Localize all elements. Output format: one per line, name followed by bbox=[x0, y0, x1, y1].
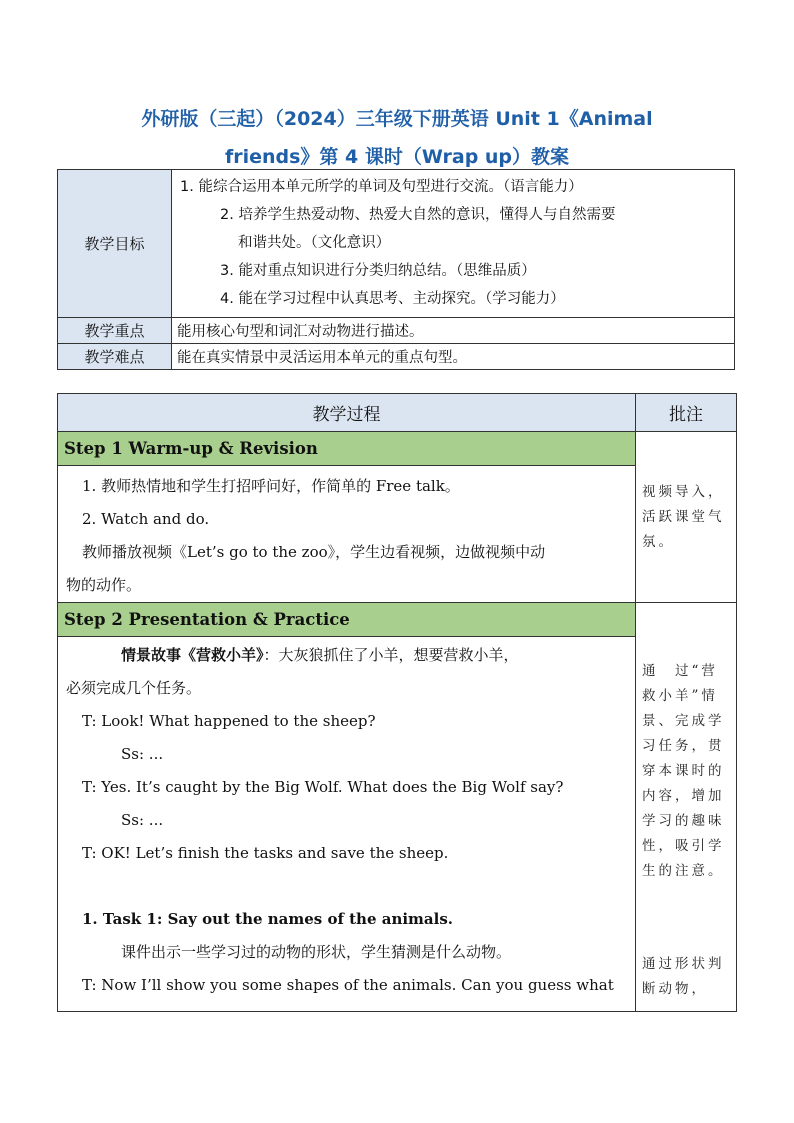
objective-item: 2. 培养学生热爱动物、热爱大自然的意识，懂得人与自然需要 bbox=[220, 207, 616, 223]
step1-note-text: 视频导入，活跃课堂气氛。 bbox=[642, 484, 725, 550]
story-text: ：大灰狼抓住了小羊，想要营救小羊， bbox=[263, 646, 519, 664]
step2-note-2: 通过形状判断动物， bbox=[642, 956, 725, 997]
step2-content bbox=[58, 637, 636, 1012]
dialogue-line: T: OK! Let’s finish the tasks and save the sheep. bbox=[82, 844, 449, 862]
objective-item: 和谐共处。（文化意识） bbox=[238, 235, 391, 251]
objective-item: 4. 能在学习过程中认真思考、主动探究。（学习能力） bbox=[220, 291, 565, 307]
task1-line: T: Now I’ll show you some shapes of the animals. Can you guess what bbox=[82, 976, 614, 994]
process-header: 教学过程 bbox=[58, 394, 636, 432]
step1-content bbox=[58, 466, 636, 603]
step2-title: Step 2 Presentation & Practice bbox=[58, 603, 636, 637]
objective-item: 1. 能综合运用本单元所学的单词及句型进行交流。（语言能力） bbox=[180, 179, 583, 195]
step2-note-1: 通 过“营救小羊”情景、完成学习任务，贯穿本课时的内容，增加学习的趣味性，吸引学生的注意。 bbox=[642, 663, 725, 879]
story-label: 情景故事《营救小羊》 bbox=[121, 646, 264, 664]
step1-note bbox=[636, 432, 737, 603]
dialogue-line: T: Yes. It’s caught by the Big Wolf. What does the Big Wolf say? bbox=[82, 778, 564, 796]
document-title bbox=[60, 100, 734, 176]
objective-item: 3. 能对重点知识进行分类归纳总结。（思维品质） bbox=[220, 263, 536, 279]
dialogue-line: Ss: ... bbox=[121, 811, 164, 829]
step1-line: 1. 教师热情地和学生打招呼问好，作简单的 Free talk。 bbox=[82, 477, 460, 495]
key-point-text: 能用核心句型和词汇对动物进行描述。 bbox=[172, 318, 735, 344]
step1-title: Step 1 Warm-up & Revision bbox=[58, 432, 636, 466]
task1-title: 1. Task 1: Say out the names of the animals. bbox=[82, 910, 454, 928]
task1-line: 课件出示一些学习过的动物的形状，学生猜测是什么动物。 bbox=[121, 943, 512, 961]
title-line-2: friends》第 4 课时（Wrap up）教案 bbox=[224, 146, 570, 168]
key-point-label: 教学重点 bbox=[58, 318, 172, 344]
difficulty-label: 教学难点 bbox=[58, 344, 172, 370]
difficulty-text: 能在真实情景中灵活运用本单元的重点句型。 bbox=[172, 344, 735, 370]
dialogue-line: Ss: ... bbox=[121, 745, 164, 763]
title-line-1: 外研版（三起）（2024）三年级下册英语 Unit 1《Animal bbox=[141, 108, 653, 130]
story-cont: 必须完成几个任务。 bbox=[66, 679, 202, 697]
step1-line: 物的动作。 bbox=[66, 576, 142, 594]
objectives-label: 教学目标 bbox=[58, 170, 172, 318]
story-line bbox=[66, 639, 631, 672]
objectives-list bbox=[172, 170, 735, 318]
step1-line: 教师播放视频《Let’s go to the zoo》，学生边看视频，边做视频中动 bbox=[82, 543, 546, 561]
process-table bbox=[57, 393, 737, 1012]
note-header: 批注 bbox=[636, 394, 737, 432]
step2-note bbox=[636, 603, 737, 1012]
dialogue-line: T: Look! What happened to the sheep? bbox=[82, 712, 376, 730]
blank-line bbox=[66, 870, 631, 903]
step1-line: 2. Watch and do. bbox=[82, 510, 210, 528]
objectives-table bbox=[57, 169, 735, 370]
